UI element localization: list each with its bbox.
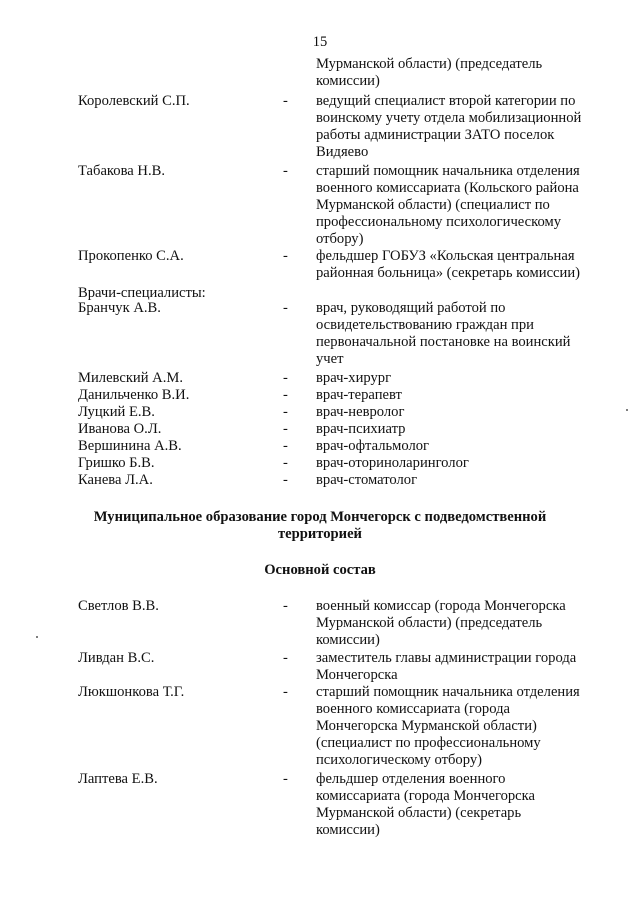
text-line: Мончегорска Мурманской области) — [316, 718, 537, 734]
text-line: Муниципальное образование город Мончегорск с подведомственной — [93, 509, 547, 525]
dash-separator: - — [283, 300, 288, 316]
text-line: врач-терапевт — [316, 387, 402, 403]
member-name: Вершинина А.В. — [78, 438, 182, 454]
text-line: районная больница» (секретарь комиссии) — [316, 265, 580, 281]
text-line: работы администрации ЗАТО поселок — [316, 127, 555, 143]
section-subtitle — [0, 562, 640, 579]
member-name: Табакова Н.В. — [78, 163, 165, 179]
member-role — [316, 771, 612, 839]
member-role — [316, 650, 612, 684]
text-line: (специалист по профессиональному — [316, 735, 541, 751]
text-line: врач-стоматолог — [316, 472, 418, 488]
text-line: комиссии) — [316, 822, 380, 838]
member-role — [316, 93, 612, 161]
scan-speck — [36, 636, 38, 638]
member-name: Гришко Б.В. — [78, 455, 155, 471]
dash-separator: - — [283, 650, 288, 666]
dash-separator: - — [283, 248, 288, 264]
dash-separator: - — [283, 93, 288, 109]
text-line: комиссии) — [316, 73, 380, 89]
member-role — [316, 300, 612, 368]
member-role — [316, 370, 612, 387]
member-name: Луцкий Е.В. — [78, 404, 155, 420]
dash-separator: - — [283, 404, 288, 420]
text-line: заместитель главы администрации города — [316, 650, 577, 666]
text-line: ведущий специалист второй категории по — [316, 93, 576, 109]
text-line: врач-хирург — [316, 370, 392, 386]
text-line: Мурманской области) (секретарь — [316, 805, 522, 821]
member-role — [316, 163, 612, 248]
member-role — [316, 684, 612, 769]
dash-separator: - — [283, 684, 288, 700]
dash-separator: - — [283, 370, 288, 386]
text-line: Основной состав — [264, 562, 376, 578]
member-name: Прокопенко С.А. — [78, 248, 184, 264]
dash-separator: - — [283, 438, 288, 454]
text-line: комиссариата (города Мончегорска — [316, 788, 535, 804]
text-line: фельдшер отделения военного — [316, 771, 506, 787]
text-line: комиссии) — [316, 632, 380, 648]
dash-separator: - — [283, 771, 288, 787]
text-line: территорией — [278, 526, 362, 542]
dash-separator: - — [283, 472, 288, 488]
member-role — [316, 421, 612, 438]
text-line: освидетельствованию граждан при — [316, 317, 534, 333]
dash-separator: - — [283, 421, 288, 437]
member-role — [316, 598, 612, 649]
text-line: Мурманской области) (председатель — [316, 56, 543, 72]
text-line: врач-офтальмолог — [316, 438, 430, 454]
dash-separator: - — [283, 387, 288, 403]
dash-separator: - — [283, 455, 288, 471]
continuation-text — [316, 56, 612, 90]
text-line: Мончегорска — [316, 667, 398, 683]
specialists-label: Врачи-специалисты: — [78, 285, 206, 301]
member-name: Бранчук А.В. — [78, 300, 161, 316]
member-role — [316, 404, 612, 421]
section-title — [0, 509, 640, 543]
scan-speck — [626, 409, 628, 411]
member-role — [316, 387, 612, 404]
member-role — [316, 455, 612, 472]
text-line: профессиональному психологическому — [316, 214, 562, 230]
text-line: воинскому учету отдела мобилизационной — [316, 110, 582, 126]
text-line: старший помощник начальника отделения — [316, 163, 580, 179]
member-name: Люкшонкова Т.Г. — [78, 684, 185, 700]
member-role — [316, 472, 612, 489]
text-line: учет — [316, 351, 344, 367]
member-role — [316, 438, 612, 455]
text-line: врач-психиатр — [316, 421, 406, 437]
text-line: Мурманской области) (председатель — [316, 615, 543, 631]
text-line: психологическому отбору) — [316, 752, 482, 768]
text-line: Видяево — [316, 144, 369, 160]
member-name: Данильченко В.И. — [78, 387, 190, 403]
text-line: врач-оториноларинголог — [316, 455, 469, 471]
member-name: Канева Л.А. — [78, 472, 153, 488]
member-name: Королевский С.П. — [78, 93, 190, 109]
text-line: врач, руководящий работой по — [316, 300, 506, 316]
member-name: Светлов В.В. — [78, 598, 159, 614]
dash-separator: - — [283, 163, 288, 179]
text-line: врач-невролог — [316, 404, 405, 420]
text-line: первоначальной постановке на воинский — [316, 334, 571, 350]
member-name: Лаптева Е.В. — [78, 771, 158, 787]
member-name: Иванова О.Л. — [78, 421, 162, 437]
member-name: Ливдан В.С. — [78, 650, 155, 666]
member-name: Милевский А.М. — [78, 370, 183, 386]
text-line: Мурманской области) (специалист по — [316, 197, 550, 213]
text-line: отбору) — [316, 231, 364, 247]
text-line: военного комиссариата (города — [316, 701, 510, 717]
text-line: военного комиссариата (Кольского района — [316, 180, 579, 196]
member-role — [316, 248, 612, 282]
text-line: военный комиссар (города Мончегорска — [316, 598, 566, 614]
page-number: 15 — [312, 34, 328, 50]
text-line: старший помощник начальника отделения — [316, 684, 580, 700]
dash-separator: - — [283, 598, 288, 614]
text-line: фельдшер ГОБУЗ «Кольская центральная — [316, 248, 575, 264]
